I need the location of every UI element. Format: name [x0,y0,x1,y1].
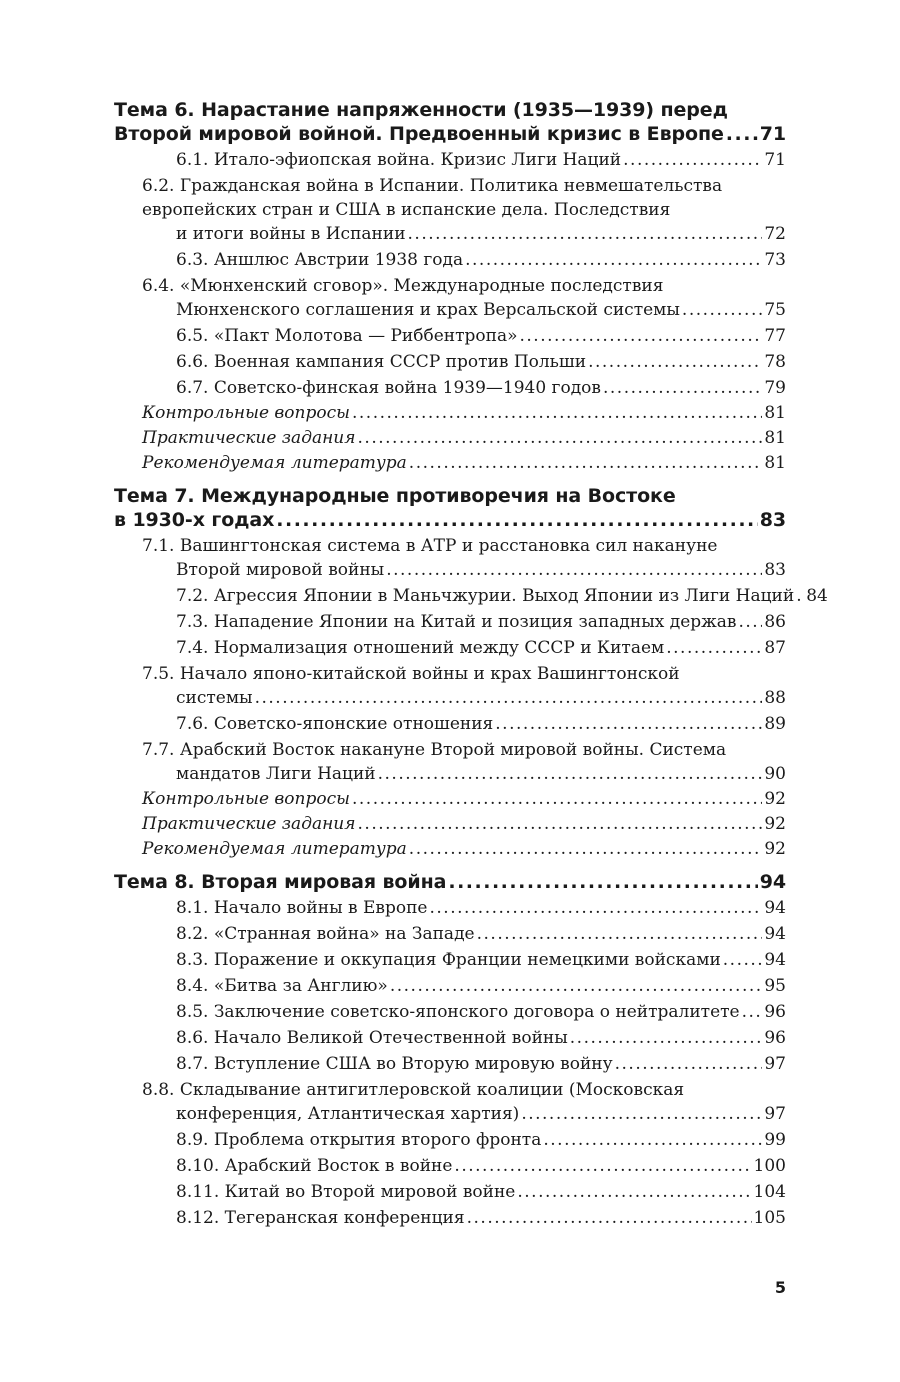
entry-row [176,222,786,246]
entry-page-number: 96 [764,1002,786,1022]
entry-row [176,1180,786,1204]
entry-text: конференция, Атлантическая хартия) [176,1104,520,1124]
entry-text: Рекомендуемая литература [142,453,407,473]
entry-text: 7.2. Агрессия Японии в Маньчжурии. Выход Японии из Лиги Наций [176,586,795,606]
toc-extra-entry[interactable] [114,812,786,836]
entry-row [176,922,786,946]
dot-leader [615,1052,763,1076]
entry-row [176,1128,786,1152]
dot-leader [352,787,762,811]
entry-text: 6.1. Итало-эфиопская война. Кризис Лиги Наций [176,150,622,170]
entry-text: 8.3. Поражение и оккупация Франции немецкими войсками [176,950,721,970]
toc-entry[interactable] [114,584,828,608]
toc-entry[interactable] [114,662,786,710]
toc-entry[interactable] [114,1078,786,1126]
entry-text-line: 6.4. «Мюнхенский сговор». Международные последствия [142,276,664,296]
dot-leader [495,712,762,736]
topic-title-line: Тема 7. Международные противоречия на Востоке [114,485,676,507]
toc-entry[interactable] [114,636,786,660]
entry-row [142,401,786,425]
topic-page-number: 71 [759,123,786,145]
entry-page-number: 72 [764,224,786,244]
dot-leader [386,558,762,582]
toc-entry[interactable] [114,1180,786,1204]
entry-text: 8.11. Китай во Второй мировой войне [176,1182,516,1202]
toc-entry[interactable] [114,610,786,634]
dot-leader [517,1180,751,1204]
topic-title-text: в 1930-х годах [114,509,275,531]
toc-entry[interactable] [114,922,786,946]
entry-page-number: 95 [764,976,786,996]
entry-page-number: 92 [764,839,786,859]
entry-row [176,948,786,972]
toc-extra-entry[interactable] [114,426,786,450]
entry-page-number: 97 [764,1054,786,1074]
entry-page-number: 75 [764,300,786,320]
entry-page-number: 99 [764,1130,786,1150]
entry-page-number: 104 [753,1182,786,1202]
entry-text: Контрольные вопросы [142,789,350,809]
entry-text: 8.9. Проблема открытия второго фронта [176,1130,542,1150]
entry-page-number: 77 [764,326,786,346]
table-of-contents [114,98,828,1230]
dot-leader [520,324,763,348]
dot-leader [467,1206,752,1230]
entry-text: 8.5. Заключение советско-японского договора о нейтралитете [176,1002,740,1022]
entry-text-line: 7.5. Начало японо-китайской войны и крах Вашингтонской [142,664,680,684]
dot-leader [742,1000,763,1024]
entry-text: 6.3. Аншлюс Австрии 1938 года [176,250,464,270]
entry-text: Практические задания [142,814,356,834]
dot-leader [723,948,763,972]
entry-text-line: 8.8. Складывание антигитлеровской коалиции (Московская [142,1080,685,1100]
topic-title[interactable] [114,98,786,146]
topic-title-line: Тема 6. Нарастание напряженности (1935—1939) перед [114,99,728,121]
topic-title-row [114,870,786,894]
entry-text: 7.6. Советско-японские отношения [176,714,494,734]
entry-text-line: 7.1. Вашингтонская система в АТР и расстановка сил накануне [142,536,718,556]
entry-text: 6.6. Военная кампания СССР против Польши [176,352,587,372]
entry-row [176,636,786,660]
toc-entry[interactable] [114,376,786,400]
entry-row [176,298,786,322]
entry-page-number: 86 [764,612,786,632]
entry-page-number: 105 [753,1208,786,1228]
entry-text: Контрольные вопросы [142,403,350,423]
entry-text: 8.12. Тегеранская конференция [176,1208,465,1228]
toc-entry[interactable] [114,148,786,172]
entry-row [176,1206,786,1230]
entry-row [176,686,786,710]
topic-title-row [114,508,786,532]
entry-page-number: 94 [764,898,786,918]
entry-text: 8.1. Начало войны в Европе [176,898,428,918]
dot-leader [465,248,762,272]
entry-page-number: 90 [764,764,786,784]
topic-page-number: 83 [759,509,786,531]
entry-page-number: 88 [764,688,786,708]
toc-entry[interactable] [114,248,786,272]
dot-leader [543,1128,762,1152]
entry-row [176,610,786,634]
toc-entry[interactable] [114,974,786,998]
entry-row [176,248,786,272]
dot-leader [726,122,758,146]
entry-row [176,1154,786,1178]
entry-text: системы [176,688,253,708]
toc-entry[interactable] [114,1206,786,1230]
dot-leader [570,1026,763,1050]
entry-row [142,837,786,861]
entry-row [142,812,786,836]
dot-leader [666,636,762,660]
entry-row [176,148,786,172]
entry-text: Рекомендуемая литература [142,839,407,859]
toc-extra-entry[interactable] [114,837,786,861]
dot-leader [390,974,763,998]
entry-page-number: 92 [764,814,786,834]
entry-page-number: 92 [764,789,786,809]
entry-page-number: 89 [764,714,786,734]
toc-entry[interactable] [114,712,786,736]
entry-row [176,376,786,400]
toc-entry[interactable] [114,174,786,246]
entry-page-number: 97 [764,1104,786,1124]
entry-page-number: 79 [764,378,786,398]
entry-page-number: 83 [764,560,786,580]
entry-row [176,584,828,608]
topic-title[interactable] [114,870,786,894]
entry-row [142,426,786,450]
dot-leader [352,401,762,425]
entry-page-number: 94 [764,924,786,944]
entry-row [176,896,786,920]
entry-row [142,451,786,475]
dot-leader [454,1154,751,1178]
entry-text: 8.2. «Странная война» на Западе [176,924,475,944]
toc-entry[interactable] [114,948,786,972]
dot-leader [409,451,763,475]
dot-leader [358,426,763,450]
entry-row [176,350,786,374]
toc-entry[interactable] [114,1154,786,1178]
entry-page-number: 84 [806,586,828,606]
toc-entries [114,896,786,1230]
toc-extra-entry[interactable] [114,451,786,475]
topic-title[interactable] [114,484,786,532]
toc-entry[interactable] [114,1000,786,1024]
dot-leader [408,222,763,246]
entry-text: 8.7. Вступление США во Вторую мировую войну [176,1054,613,1074]
dot-leader [796,584,804,608]
entry-page-number: 81 [764,403,786,423]
entry-page-number: 73 [764,250,786,270]
entry-text: мандатов Лиги Наций [176,764,376,784]
toc-entry[interactable] [114,1128,786,1152]
entry-row [176,712,786,736]
entry-text-line: европейских стран и США в испанские дела. Последствия [142,200,671,220]
toc-entry[interactable] [114,896,786,920]
entry-text: 7.4. Нормализация отношений между СССР и Китаем [176,638,665,658]
entry-text: и итоги войны в Испании [176,224,406,244]
dot-leader [358,812,763,836]
toc-topic [114,870,786,1230]
dot-leader [255,686,763,710]
toc-entry[interactable] [114,324,786,348]
entry-page-number: 96 [764,1028,786,1048]
topic-page-number: 94 [759,871,786,893]
topic-title-text: Второй мировой войной. Предвоенный кризис в Европе [114,123,724,145]
entry-row [176,324,786,348]
entry-page-number: 100 [753,1156,786,1176]
entry-text: 8.10. Арабский Восток в войне [176,1156,453,1176]
entry-text: Второй мировой войны [176,560,385,580]
page-number: 5 [774,1278,786,1297]
entry-text: Практические задания [142,428,356,448]
entry-row [176,762,786,786]
dot-leader [448,870,757,894]
dot-leader [623,148,762,172]
entry-page-number: 81 [764,428,786,448]
dot-leader [521,1102,762,1126]
entry-row [176,1026,786,1050]
entry-page-number: 78 [764,352,786,372]
toc-entries [114,534,828,861]
toc-entry[interactable] [114,350,786,374]
toc-extra-entry[interactable] [114,787,786,811]
entry-row [176,974,786,998]
dot-leader [682,298,762,322]
entry-row [176,1102,786,1126]
toc-extra-entry[interactable] [114,401,786,425]
entry-row [142,787,786,811]
entry-text: Мюнхенского соглашения и крах Версальской системы [176,300,680,320]
entry-row [176,1052,786,1076]
toc-entry[interactable] [114,1026,786,1050]
dot-leader [378,762,763,786]
dot-leader [477,922,763,946]
dot-leader [603,376,762,400]
entry-text-line: 7.7. Арабский Восток накануне Второй мировой войны. Система [142,740,727,760]
dot-leader [409,837,763,861]
entry-text: 8.6. Начало Великой Отечественной войны [176,1028,568,1048]
entry-page-number: 71 [764,150,786,170]
toc-topic [114,98,786,475]
topic-title-row [114,122,786,146]
entry-text: 8.4. «Битва за Англию» [176,976,388,996]
dot-leader [276,508,757,532]
dot-leader [739,610,763,634]
toc-topic [114,484,828,861]
toc-entry[interactable] [114,1052,786,1076]
toc-entries [114,148,786,475]
entry-page-number: 94 [764,950,786,970]
dot-leader [429,896,762,920]
entry-page-number: 81 [764,453,786,473]
toc-entry[interactable] [114,738,786,786]
entry-text-line: 6.2. Гражданская война в Испании. Политика невмешательства [142,176,723,196]
toc-entry[interactable] [114,534,786,582]
entry-text: 6.7. Советско-финская война 1939—1940 годов [176,378,601,398]
topic-title-text: Тема 8. Вторая мировая война [114,871,447,893]
entry-row [176,1000,786,1024]
entry-page-number: 87 [764,638,786,658]
toc-entry[interactable] [114,274,786,322]
dot-leader [588,350,762,374]
entry-text: 7.3. Нападение Японии на Китай и позиция западных держав [176,612,737,632]
entry-text: 6.5. «Пакт Молотова — Риббентропа» [176,326,518,346]
entry-row [176,558,786,582]
